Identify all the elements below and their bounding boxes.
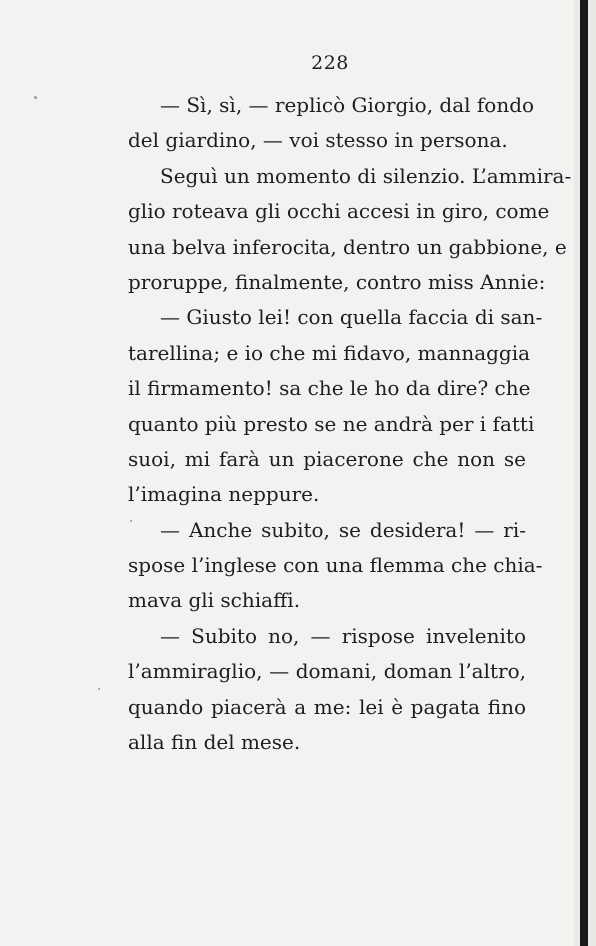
text-line: quanto più presto se ne andrà per i fatti — [128, 411, 535, 436]
text-line: tarellina; e io che mi fidavo, mannaggia — [128, 340, 531, 365]
book-spine-shadow — [580, 0, 588, 946]
text-line: spose l’inglese con una flemma che chia- — [128, 553, 543, 578]
text-line: — Giusto lei! con quella faccia di san- — [160, 305, 543, 330]
paper-speck — [98, 688, 100, 690]
text-line: — Anche subito, se desidera! — ri- — [160, 517, 526, 542]
paragraph — [128, 619, 526, 761]
text-line: l’ammiraglio, — domani, doman l’altro, — [128, 659, 526, 684]
text-line: il firmamento! sa che le ho da dire? che — [128, 376, 531, 401]
body-text — [128, 88, 572, 760]
paragraph — [128, 513, 543, 619]
text-line: — Subito no, — rispose invelenito — [160, 623, 526, 648]
paper-speck — [34, 96, 37, 99]
paragraph — [128, 159, 572, 301]
text-line: proruppe, finalmente, contro miss Annie: — [128, 269, 546, 294]
text-line: — Sì, sì, — replicò Giorgio, dal fondo — [160, 93, 535, 117]
text-line: quando piacerà a me: lei è pagata fino — [128, 694, 526, 719]
paragraph — [128, 300, 543, 512]
text-line: suoi, mi farà un piacerone che non se — [128, 446, 526, 471]
text-line: Seguì un momento di silenzio. L’ammira- — [160, 163, 572, 188]
text-line: alla fin del mese. — [128, 730, 301, 755]
text-line: mava gli schiaffi. — [128, 588, 301, 613]
text-line: glio roteava gli occhi accesi in giro, come — [128, 199, 550, 224]
page-number: 228 — [311, 52, 349, 74]
paragraph — [128, 88, 535, 159]
text-line: del giardino, — voi stesso in persona. — [128, 128, 508, 153]
text-line: l’imagina neppure. — [128, 482, 320, 507]
text-line: una belva inferocita, dentro un gabbione, e — [128, 234, 567, 259]
